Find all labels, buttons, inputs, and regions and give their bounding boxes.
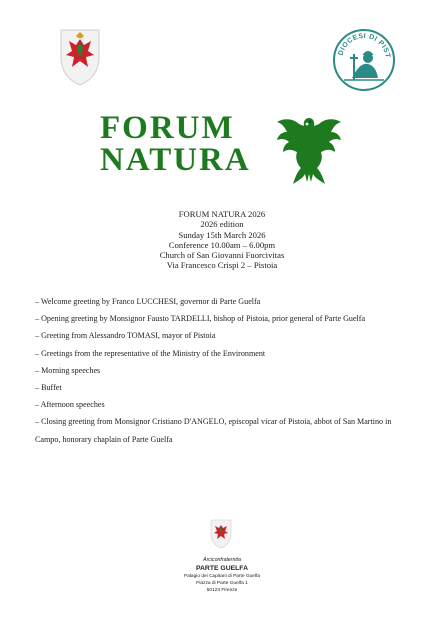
diocesi-circle-icon xyxy=(332,28,396,92)
program-item: – Greetings from the representative of the Ministry of the Environment xyxy=(35,348,266,358)
wordmark-line2: NATURA xyxy=(100,142,251,178)
footer-org-name: PARTE GUELFA xyxy=(196,565,248,572)
forum-natura-wordmark xyxy=(100,112,280,176)
eagle-icon xyxy=(275,112,343,192)
event-info xyxy=(0,209,444,271)
program-item: – Closing greeting from Monsignor Cristiano D'ANGELO, episcopal vicar of Pistoia, abbot of San Martino in Campo, honorary chaplain of Parte Guelfa xyxy=(35,417,392,444)
wordmark-line1: FORUM xyxy=(100,110,235,146)
event-venue: Church of San Giovanni Fuorcivitas xyxy=(159,250,285,261)
event-time: Conference 10.00am – 6.00pm xyxy=(168,239,276,250)
event-date: Sunday 15th March 2026 xyxy=(178,229,266,240)
footer xyxy=(0,556,444,595)
program-item: – Greeting from Alessandro TOMASI, mayor of Pistoia xyxy=(35,331,216,341)
event-edition: 2026 edition xyxy=(200,219,244,230)
footer-arciconfraternita: Arciconfraternita xyxy=(203,557,241,563)
event-title: FORUM NATURA 2026 xyxy=(178,209,266,219)
green-eagle-logo xyxy=(275,112,343,192)
program-list xyxy=(35,293,415,448)
program-item: – Welcome greeting by Franco LUCCHESI, governor di Parte Guelfa xyxy=(35,297,261,306)
program-item: – Opening greeting by Monsignor Fausto TARDELLI, bishop of Pistoia, prior general of Parte Guelfa xyxy=(35,314,366,324)
diocesi-pistoia-logo xyxy=(332,28,396,92)
parte-guelfa-shield-logo xyxy=(58,27,102,87)
small-shield-icon xyxy=(210,519,232,549)
diocesi-label: DIOCESI DI PIST xyxy=(337,32,391,59)
event-address: Via Francesco Crispi 2 – Pistoia xyxy=(166,260,278,271)
footer-address-line: 50123 Firenze xyxy=(206,588,238,594)
shield-eagle-icon xyxy=(58,27,102,87)
program-item: – Afternoon speeches xyxy=(35,400,105,410)
footer-address-line: Piazza di Parte Guelfa 1 xyxy=(196,581,248,587)
footer-shield-logo xyxy=(210,519,232,549)
program-item: – Buffet xyxy=(35,383,62,393)
program-item: – Morning speeches xyxy=(35,365,101,375)
footer-address-line: Palagio dei Capitani di Parte Guelfa xyxy=(184,574,260,579)
